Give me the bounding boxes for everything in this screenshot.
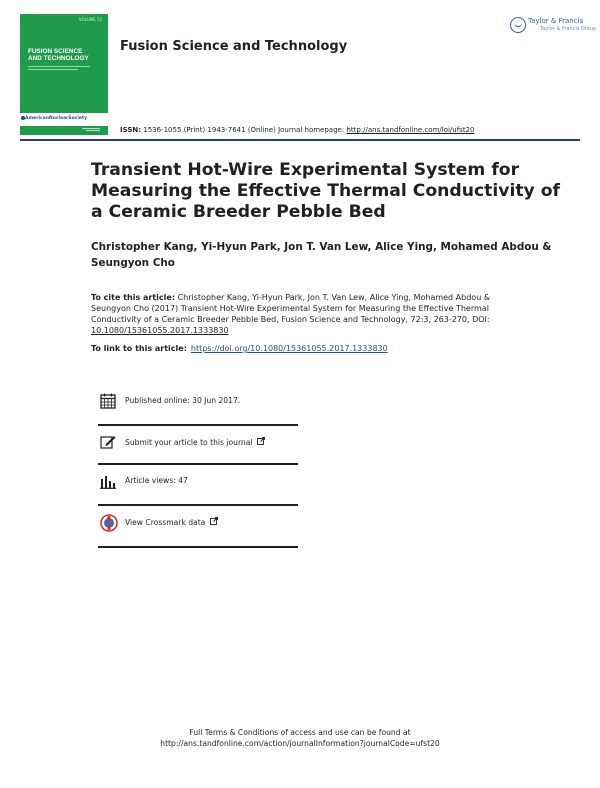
- edit-icon: [100, 434, 116, 450]
- info-divider: [98, 424, 298, 426]
- taylor-francis-icon: [510, 17, 526, 33]
- article-link-line: To link to this article: https://doi.org/10.1080/15361055.2017.1333830: [91, 344, 388, 353]
- crossmark-icon: [100, 514, 116, 530]
- cover-publisher-band: [20, 113, 108, 126]
- crossmark-row[interactable]: [98, 511, 298, 535]
- submit-article-link[interactable]: Submit your article to this journal: [125, 437, 265, 447]
- terms-footer: [100, 727, 500, 749]
- cover-rule: [28, 66, 90, 67]
- cover-title: FUSION SCIENCE AND TECHNOLOGY: [28, 48, 89, 62]
- published-online-label: Published online: 30 Jun 2017.: [125, 396, 241, 405]
- header-divider: [20, 139, 580, 141]
- cover-publisher-logo: AmericanNuclearSociety: [25, 116, 88, 121]
- calendar-icon: [100, 393, 116, 409]
- citation: To cite this article: Christopher Kang, Yi-Hyun Park, Jon T. Van Lew, Alice Ying, Mohamed Abdou & Seungyon Cho (2017) Transient Hot-Wire Experimental System for Measuring the Effective Thermal Conductivity of a Ceramic Breeder Pebble Bed, Fusion Science and Technology, 72:3, 263-270, DOI: 10.1080/15361055.2017.1333830: [91, 293, 491, 335]
- cover-footer-band: [20, 126, 108, 135]
- journal-cover: [20, 14, 108, 135]
- terms-text: Full Terms & Conditions of access and use can be found at: [189, 728, 411, 737]
- journal-name: Fusion Science and Technology: [120, 39, 348, 54]
- publisher-logo[interactable]: Taylor & Francis Taylor & Francis Group: [508, 15, 584, 37]
- article-authors: Christopher Kang, Yi-Hyun Park, Jon T. Van Lew, Alice Ying, Mohamed Abdou & Seungyon Cho: [91, 241, 552, 269]
- doi-link[interactable]: 10.1080/15361055.2017.1333830: [91, 326, 229, 335]
- crossmark-link[interactable]: View Crossmark data: [125, 517, 218, 527]
- submit-article-row[interactable]: [98, 431, 298, 455]
- article-doi-url[interactable]: https://doi.org/10.1080/15361055.2017.1333830: [190, 344, 388, 353]
- cover-volume-text: VOLUME 72: [78, 17, 102, 22]
- published-online-row: [98, 390, 298, 414]
- article-views-row: [98, 470, 298, 494]
- issn-line: ISSN: 1536-1055 (Print) 1943-7641 (Online) Journal homepage: http://ans.tandfonline.com/loi/ufst20: [120, 126, 475, 134]
- article-views-label: Article views: 47: [125, 476, 188, 485]
- external-link-icon: [257, 437, 265, 445]
- cover-rule: [28, 69, 78, 70]
- info-divider: [98, 546, 298, 548]
- journal-homepage-link[interactable]: http://ans.tandfonline.com/loi/ufst20: [346, 126, 475, 134]
- terms-url[interactable]: http://ans.tandfonline.com/action/journalInformation?journalCode=ufst20: [160, 739, 440, 748]
- info-divider: [98, 504, 298, 506]
- bar-chart-icon: [100, 473, 116, 489]
- info-divider: [98, 463, 298, 465]
- article-title: Transient Hot-Wire Experimental System for Measuring the Effective Thermal Conductivity of a Ceramic Breeder Pebble Bed: [91, 160, 561, 222]
- external-link-icon: [210, 517, 218, 525]
